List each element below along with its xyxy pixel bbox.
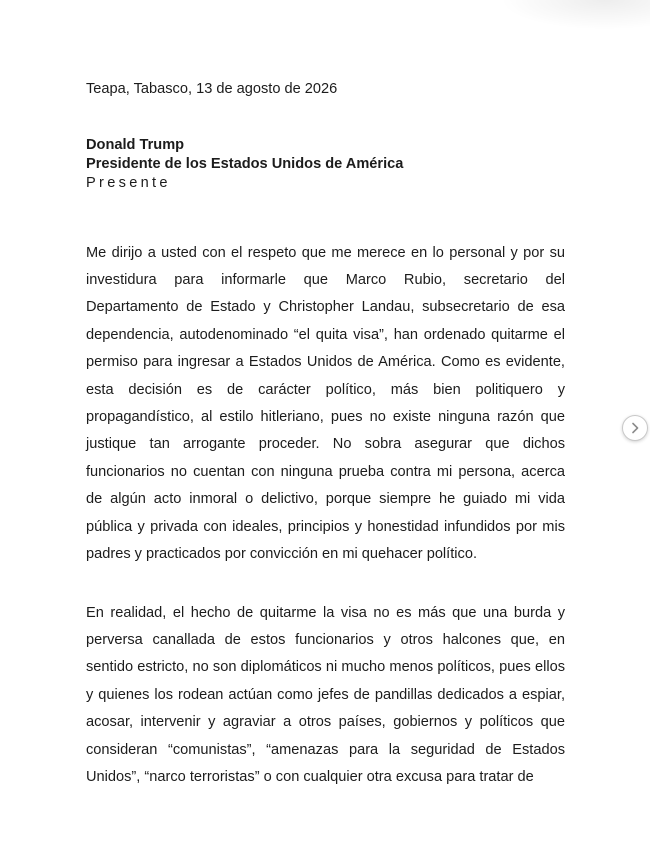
addressee-title: Presidente de los Estados Unidos de América xyxy=(86,156,404,172)
carousel-next-button[interactable] xyxy=(622,415,648,441)
top-edge-shadow xyxy=(500,0,650,30)
letter-addressee-block xyxy=(86,136,403,193)
chevron-right-icon xyxy=(630,422,640,434)
salutation-presente: Presente xyxy=(86,175,171,191)
letter-paragraph: Me dirijo a usted con el respeto que me merece en lo personal y por su investidura para informarle que Marco Rubio, secretario del Departamento de Estado y Christopher Landau, subsecretario de esa dependencia, autodenominado “el quita visa”, han ordenado quitarme el permiso para ingresar a Estados Unidos de América. Como es evidente, esta decisión es de carácter político, más bien politiquero y propagandístico, al estilo hitleriano, pues no existe ninguna razón que justique tan arrogante proceder. No sobra asegurar que dichos funcionarios no cuentan con ninguna prueba contra mi persona, acerca de algún acto inmoral o delictivo, porque siempre he guiado mi vida pública y privada con ideales, principios y honestidad infundidos por mis padres y practicados por convicción en mi quehacer político. xyxy=(86,244,565,563)
addressee-name: Donald Trump xyxy=(86,137,185,153)
letter-paragraph: En realidad, el hecho de quitarme la visa no es más que una burda y perversa canallada de estos funcionarios y otros halcones que, en sentido estricto, no son diplomáticos ni mucho menos políticos, pues ellos y quienes los rodean actúan como jefes de pandillas dedicados a espiar, acosar, intervenir y agraviar a otros países, gobiernos y políticos que consideran “comunistas”, “amenazas para la seguridad de Estados Unidos”, “narco terroristas” o con cualquier otra excusa para tratar de xyxy=(86,604,565,786)
letter-place-date: Teapa, Tabasco, 13 de agosto de 2026 xyxy=(86,81,338,97)
